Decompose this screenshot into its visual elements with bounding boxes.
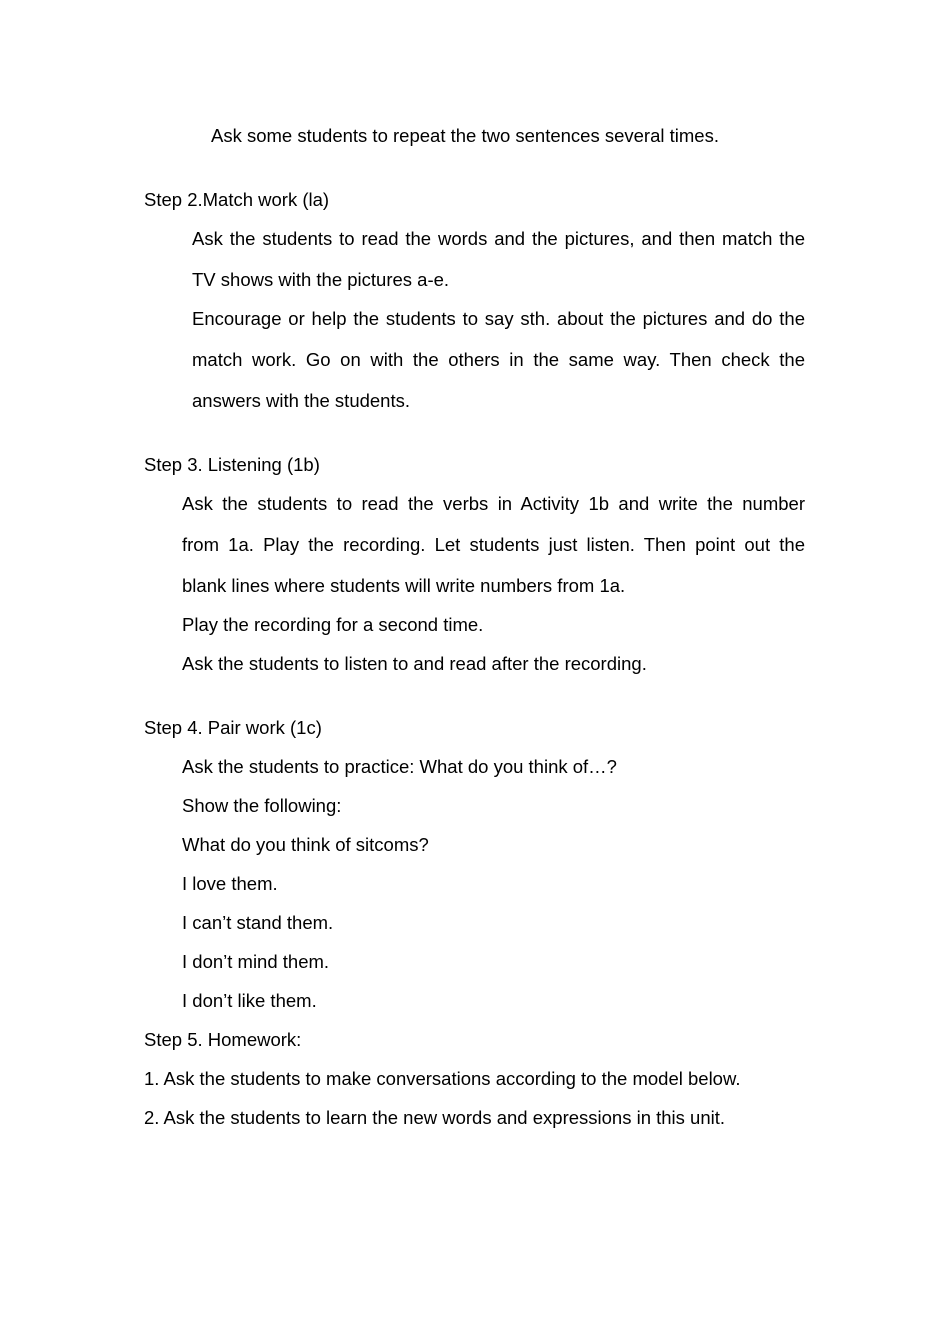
step2-line-3: Encourage or help the students to say sth. about the pictures and do the — [192, 308, 805, 329]
step2-heading: Step 2.Match work (la) — [144, 189, 330, 210]
step5-line-2: 2. Ask the students to learn the new words and expressions in this unit. — [144, 1107, 726, 1128]
step4-heading: Step 4. Pair work (1c) — [144, 717, 322, 738]
step5-heading: Step 5. Homework: — [144, 1029, 302, 1050]
step2-line-4: match work. Go on with the others in the same way. Then check the — [192, 349, 805, 370]
step2-line-2: TV shows with the pictures a-e. — [192, 269, 450, 290]
step2-line-1: Ask the students to read the words and the pictures, and then match the — [192, 228, 805, 249]
step3-line-4: Play the recording for a second time. — [182, 614, 484, 635]
step4-line-2: Show the following: — [182, 795, 342, 816]
step2-line-5: answers with the students. — [192, 390, 410, 411]
step4-line-3: What do you think of sitcoms? — [182, 834, 429, 855]
intro-line: Ask some students to repeat the two sentences several times. — [211, 125, 719, 146]
step4-line-7: I don’t like them. — [182, 990, 317, 1011]
step5-line-1: 1. Ask the students to make conversations according to the model below. — [144, 1068, 741, 1089]
step3-line-2: from 1a. Play the recording. Let students just listen. Then point out the — [182, 534, 805, 555]
step4-line-4: I love them. — [182, 873, 278, 894]
step3-line-1: Ask the students to read the verbs in Activity 1b and write the number — [182, 493, 805, 514]
step3-heading: Step 3. Listening (1b) — [144, 454, 320, 475]
step3-line-3: blank lines where students will write numbers from 1a. — [182, 575, 626, 596]
step4-line-6: I don’t mind them. — [182, 951, 330, 972]
step4-line-1: Ask the students to practice: What do you think of…? — [182, 756, 617, 777]
step3-line-5: Ask the students to listen to and read after the recording. — [182, 653, 647, 674]
step4-line-5: I can’t stand them. — [182, 912, 334, 933]
